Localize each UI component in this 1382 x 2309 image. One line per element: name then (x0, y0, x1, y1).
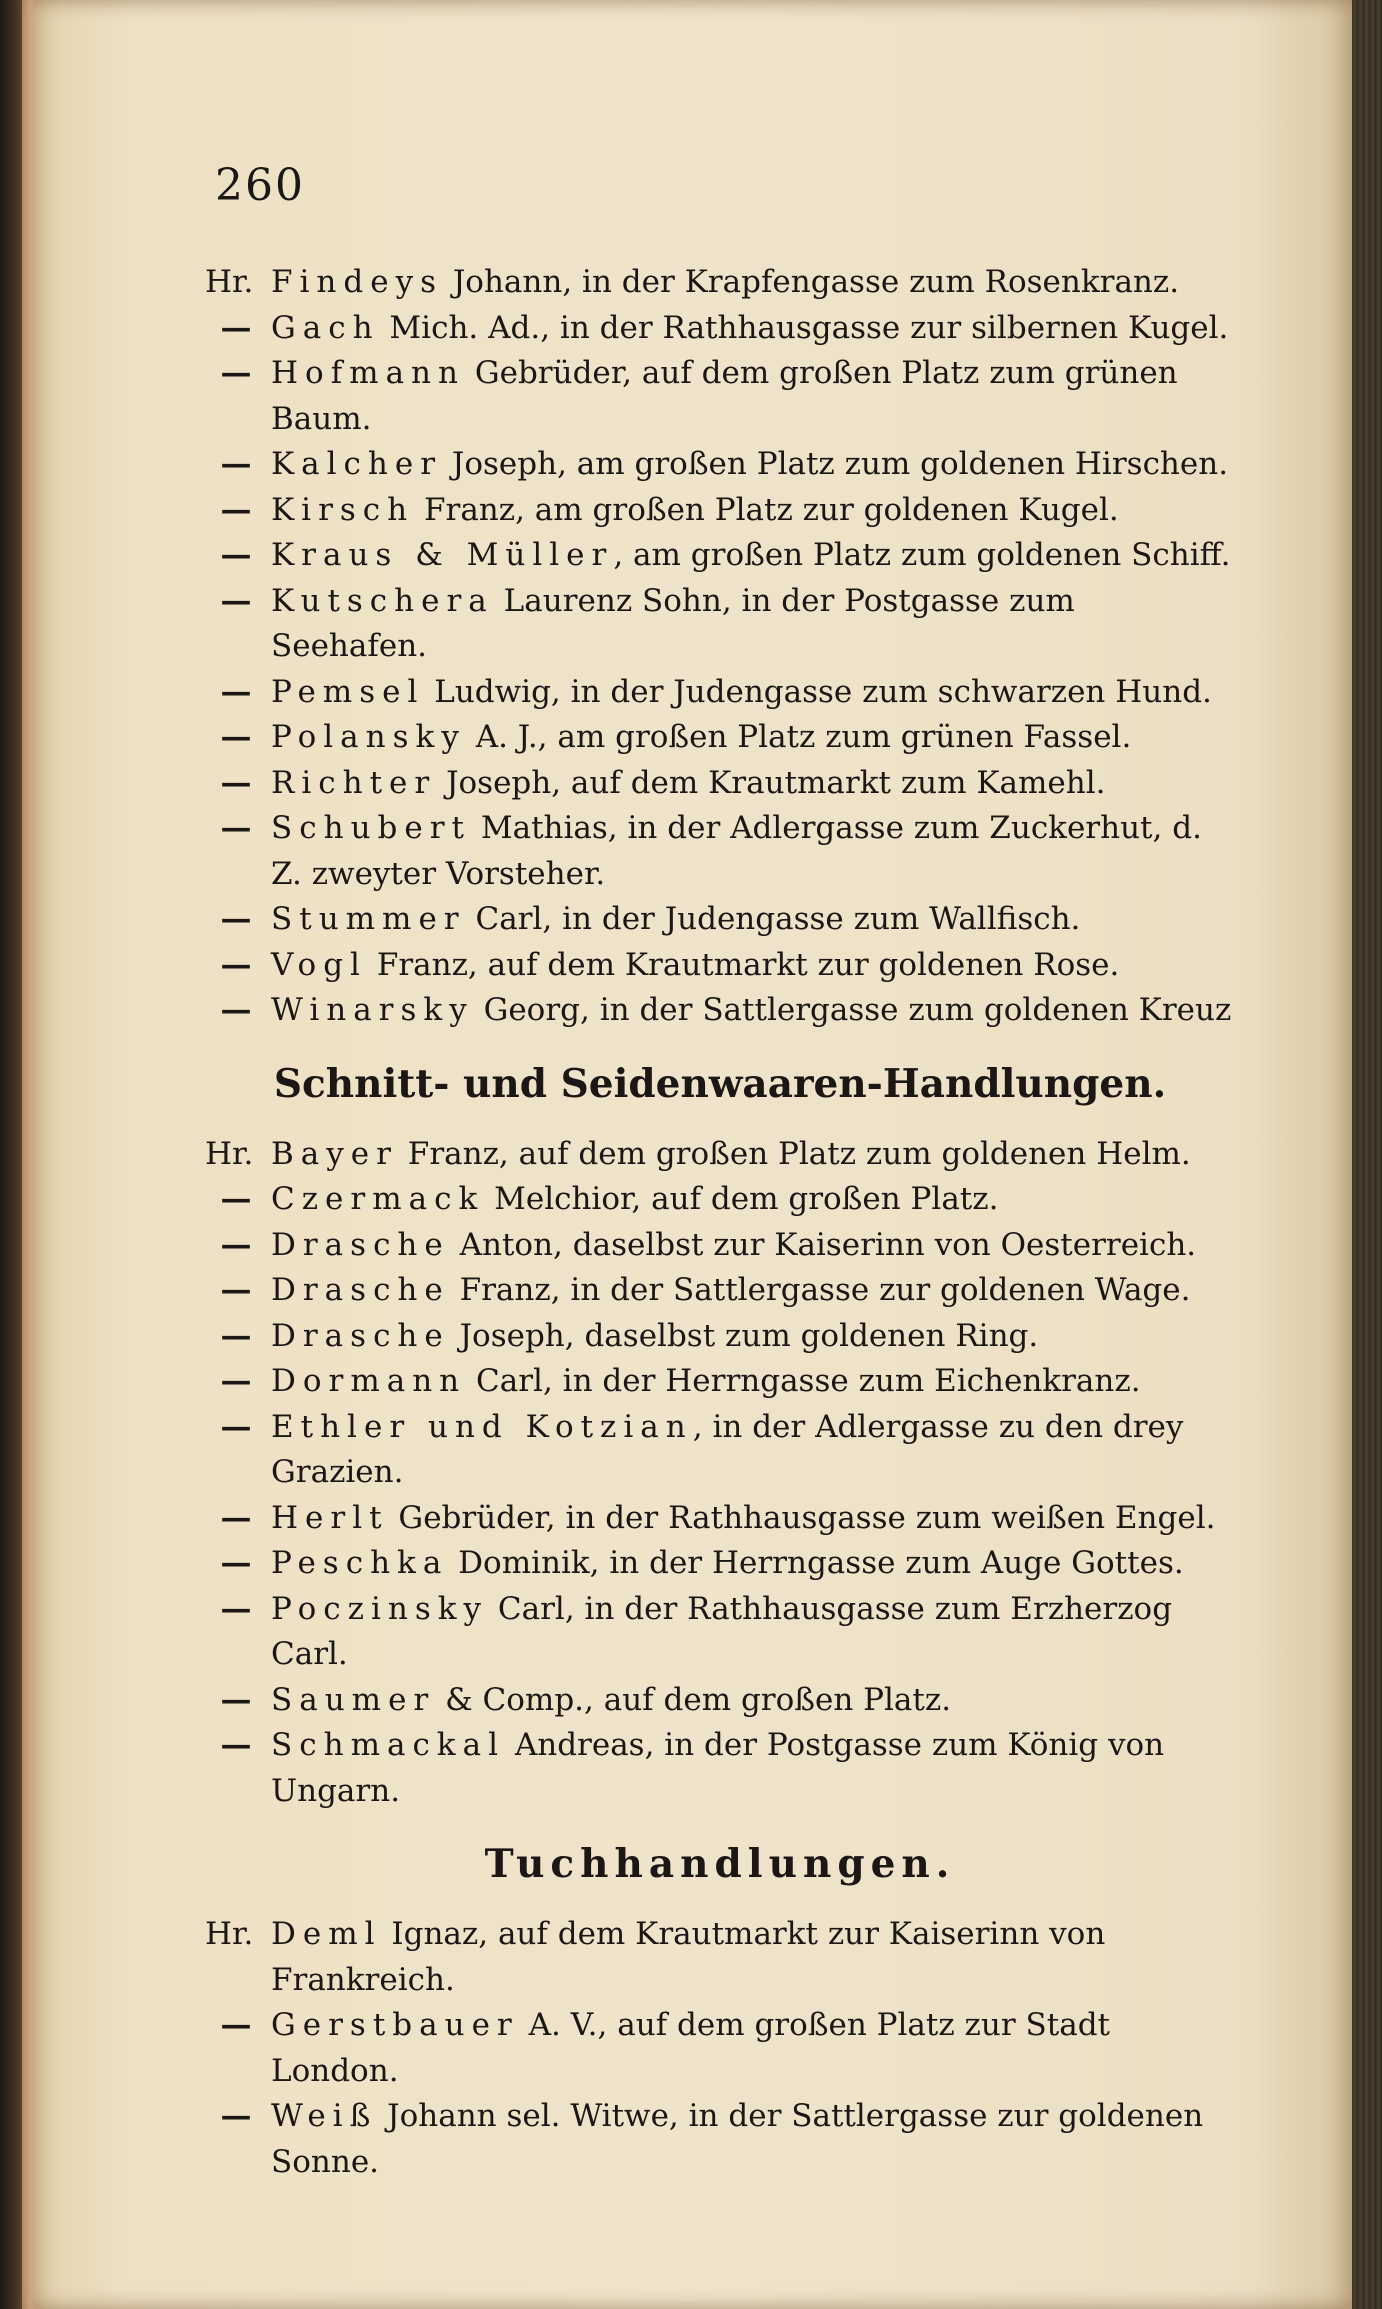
entry-marker: — (220, 1363, 252, 1399)
merchant-address: Mathias, in der Adlergasse zum Zuckerhut, d. Z. zweyter Vorsteher. (271, 810, 1202, 892)
merchant-address: Carl, in der Herrngasse zum Eichenkranz. (466, 1363, 1141, 1399)
merchant-name: Vogl (271, 946, 367, 983)
entry-marker: — (220, 2098, 252, 2134)
list-item (205, 897, 1235, 943)
merchant-address: Franz, am großen Platz zur goldenen Kugel. (414, 491, 1119, 528)
merchant-address: Franz, auf dem Krautmarkt zur goldenen Rose. (366, 946, 1120, 983)
merchant-address: Dominik, in der Herrngasse zum Auge Gottes. (448, 1545, 1184, 1581)
merchant-name: Gerstbauer (271, 2007, 519, 2043)
list-item (205, 1587, 1235, 1678)
list-item (205, 1496, 1235, 1542)
entry-marker: — (220, 1545, 252, 1581)
entry-marker: — (220, 1181, 252, 1217)
merchant-address: Johann, in der Krapfengasse zum Rosenkranz. (443, 264, 1180, 300)
book-spine-shadow (0, 0, 22, 2309)
merchant-address: Joseph, daselbst zum goldenen Ring. (449, 1317, 1039, 1354)
entry-marker: — (220, 355, 252, 391)
entry-marker: Hr. (205, 264, 254, 300)
merchant-name: Czermack (271, 1181, 485, 1217)
merchant-name: Hofmann (271, 355, 465, 391)
merchant-address: Carl, in der Rathhausgasse zum Erzherzog Carl. (271, 1590, 1173, 1672)
page-gutter-edge (22, 0, 36, 2309)
merchant-name: Kraus & Müller (271, 537, 614, 573)
list-item (205, 806, 1235, 897)
merchant-name: Kutschera (271, 582, 494, 619)
merchant-address: , am großen Platz zum goldenen Schiff. (613, 537, 1231, 573)
list-item (205, 670, 1235, 716)
merchant-name: Richter (271, 764, 437, 801)
list-item (205, 943, 1235, 989)
merchant-name: Winarsky (271, 992, 474, 1028)
merchant-name: Poczinsky (271, 1590, 489, 1627)
section-heading: Tuchhandlungen. (484, 1841, 956, 1887)
list-item (205, 1405, 1235, 1496)
list-item (205, 1723, 1235, 1814)
list-item (205, 488, 1235, 534)
section-heading: Schnitt- und Seidenwaaren-Handlungen. (273, 1060, 1167, 1107)
list-item (205, 1912, 1235, 2003)
list-item (205, 1678, 1235, 1724)
list-item (205, 2003, 1235, 2094)
merchant-name: Bayer (271, 1135, 398, 1172)
entry-marker: — (220, 901, 252, 937)
list-item (205, 761, 1235, 807)
entry-marker: — (220, 1499, 252, 1536)
merchant-address: Mich. Ad., in der Rathhausgasse zur silbernen Kugel. (379, 309, 1229, 346)
merchant-name: Pemsel (271, 673, 425, 710)
page-number: 260 (215, 160, 305, 211)
entry-marker: — (220, 537, 252, 573)
merchant-name: Schubert (271, 810, 471, 846)
entry-marker: — (220, 1681, 252, 1718)
merchant-name: Peschka (271, 1545, 449, 1581)
entry-marker: — (220, 946, 252, 983)
merchant-address: Joseph, am großen Platz zum goldenen Hirschen. (442, 446, 1229, 482)
list-item (205, 2094, 1235, 2185)
merchant-name: Saumer (271, 1681, 436, 1718)
merchant-address: Ludwig, in der Judengasse zum schwarzen Hund. (424, 673, 1212, 710)
list-item (205, 1223, 1235, 1269)
entry-marker: — (220, 309, 252, 346)
merchant-name: Schmackal (271, 1727, 505, 1763)
merchant-name: Polansky (271, 719, 466, 755)
merchant-address: Georg, in der Sattlergasse zum goldenen Kreuz (473, 992, 1232, 1028)
list-item (205, 1268, 1235, 1314)
merchant-address: Andreas, in der Postgasse zum König von Ungarn. (271, 1727, 1165, 1809)
entry-marker: — (220, 1226, 252, 1263)
list-item (205, 533, 1235, 579)
entry-marker: — (220, 446, 252, 482)
entry-marker: — (220, 1317, 252, 1354)
entry-marker: — (220, 1727, 252, 1763)
entry-marker: — (220, 673, 252, 710)
merchant-address: A. V., auf dem großen Platz zur Stadt London. (271, 2007, 1111, 2089)
section-merchants (205, 260, 1235, 1034)
merchant-name: Stummer (271, 901, 466, 937)
merchant-name: Gach (271, 309, 380, 346)
list-item (205, 306, 1235, 352)
section-silk-goods (205, 1054, 1235, 1815)
list-item (205, 988, 1235, 1034)
merchant-name: Drasche (271, 1272, 450, 1308)
entry-marker: — (220, 810, 252, 846)
merchant-name: Herlt (271, 1499, 389, 1536)
merchant-address: & Comp., auf dem großen Platz. (435, 1681, 952, 1718)
merchant-address: Melchior, auf dem großen Platz. (484, 1181, 999, 1217)
merchant-address: Gebrüder, in der Rathhausgasse zum weißen Engel. (388, 1499, 1216, 1536)
merchant-address: Johann sel. Witwe, in der Sattlergasse zur goldenen Sonne. (271, 2098, 1204, 2180)
merchant-address: , in der Adlergasse zu den drey Grazien. (271, 1408, 1184, 1490)
entry-marker: — (220, 1408, 252, 1445)
merchant-name: Deml (271, 1916, 382, 1952)
entry-marker: — (220, 1590, 252, 1627)
list-item (205, 715, 1235, 761)
merchant-name: Dormann (271, 1363, 467, 1399)
list-item (205, 1314, 1235, 1360)
merchant-name: Drasche (271, 1317, 450, 1354)
list-item (205, 351, 1235, 442)
list-item (205, 260, 1235, 306)
entry-marker: — (220, 764, 252, 801)
merchant-name: Ethler und Kotzian (271, 1408, 693, 1445)
entry-marker: — (220, 491, 252, 528)
list-item (205, 442, 1235, 488)
entry-marker: — (220, 719, 252, 755)
merchant-name: Weiß (271, 2098, 378, 2134)
merchant-address: Franz, in der Sattlergasse zur goldenen Wage. (449, 1272, 1191, 1308)
entry-marker: Hr. (205, 1135, 254, 1172)
entry-marker: — (220, 2007, 252, 2043)
page-content (205, 160, 1235, 2185)
entry-marker: — (220, 582, 252, 619)
merchant-address: Joseph, auf dem Krautmarkt zum Kamehl. (436, 764, 1106, 801)
merchant-address: Franz, auf dem großen Platz zum goldenen Helm. (397, 1135, 1191, 1172)
merchant-address: Gebrüder, auf dem großen Platz zum grünen Baum. (271, 355, 1178, 437)
list-item (205, 1132, 1235, 1178)
list-item (205, 579, 1235, 670)
merchant-name: Kalcher (271, 446, 443, 482)
merchant-address: Anton, daselbst zur Kaiserinn von Oesterreich. (449, 1226, 1197, 1263)
list-item (205, 1359, 1235, 1405)
entry-marker: — (220, 992, 252, 1028)
list-item (205, 1177, 1235, 1223)
merchant-name: Findeys (271, 264, 444, 300)
merchant-address: A. J., am großen Platz zum grünen Fassel. (465, 719, 1132, 755)
merchant-address: Carl, in der Judengasse zum Wallfisch. (465, 901, 1081, 937)
merchant-name: Drasche (271, 1226, 450, 1263)
merchant-address: Ignaz, auf dem Krautmarkt zur Kaiserinn von Frankreich. (271, 1916, 1106, 1998)
section-cloth-merchants (205, 1834, 1235, 2185)
entry-marker: — (220, 1272, 252, 1308)
merchant-address: Laurenz Sohn, in der Postgasse zum Seehafen. (271, 582, 1075, 664)
entry-marker: Hr. (205, 1916, 254, 1952)
page-stack-edge (1352, 0, 1382, 2309)
list-item (205, 1541, 1235, 1587)
merchant-name: Kirsch (271, 491, 415, 528)
